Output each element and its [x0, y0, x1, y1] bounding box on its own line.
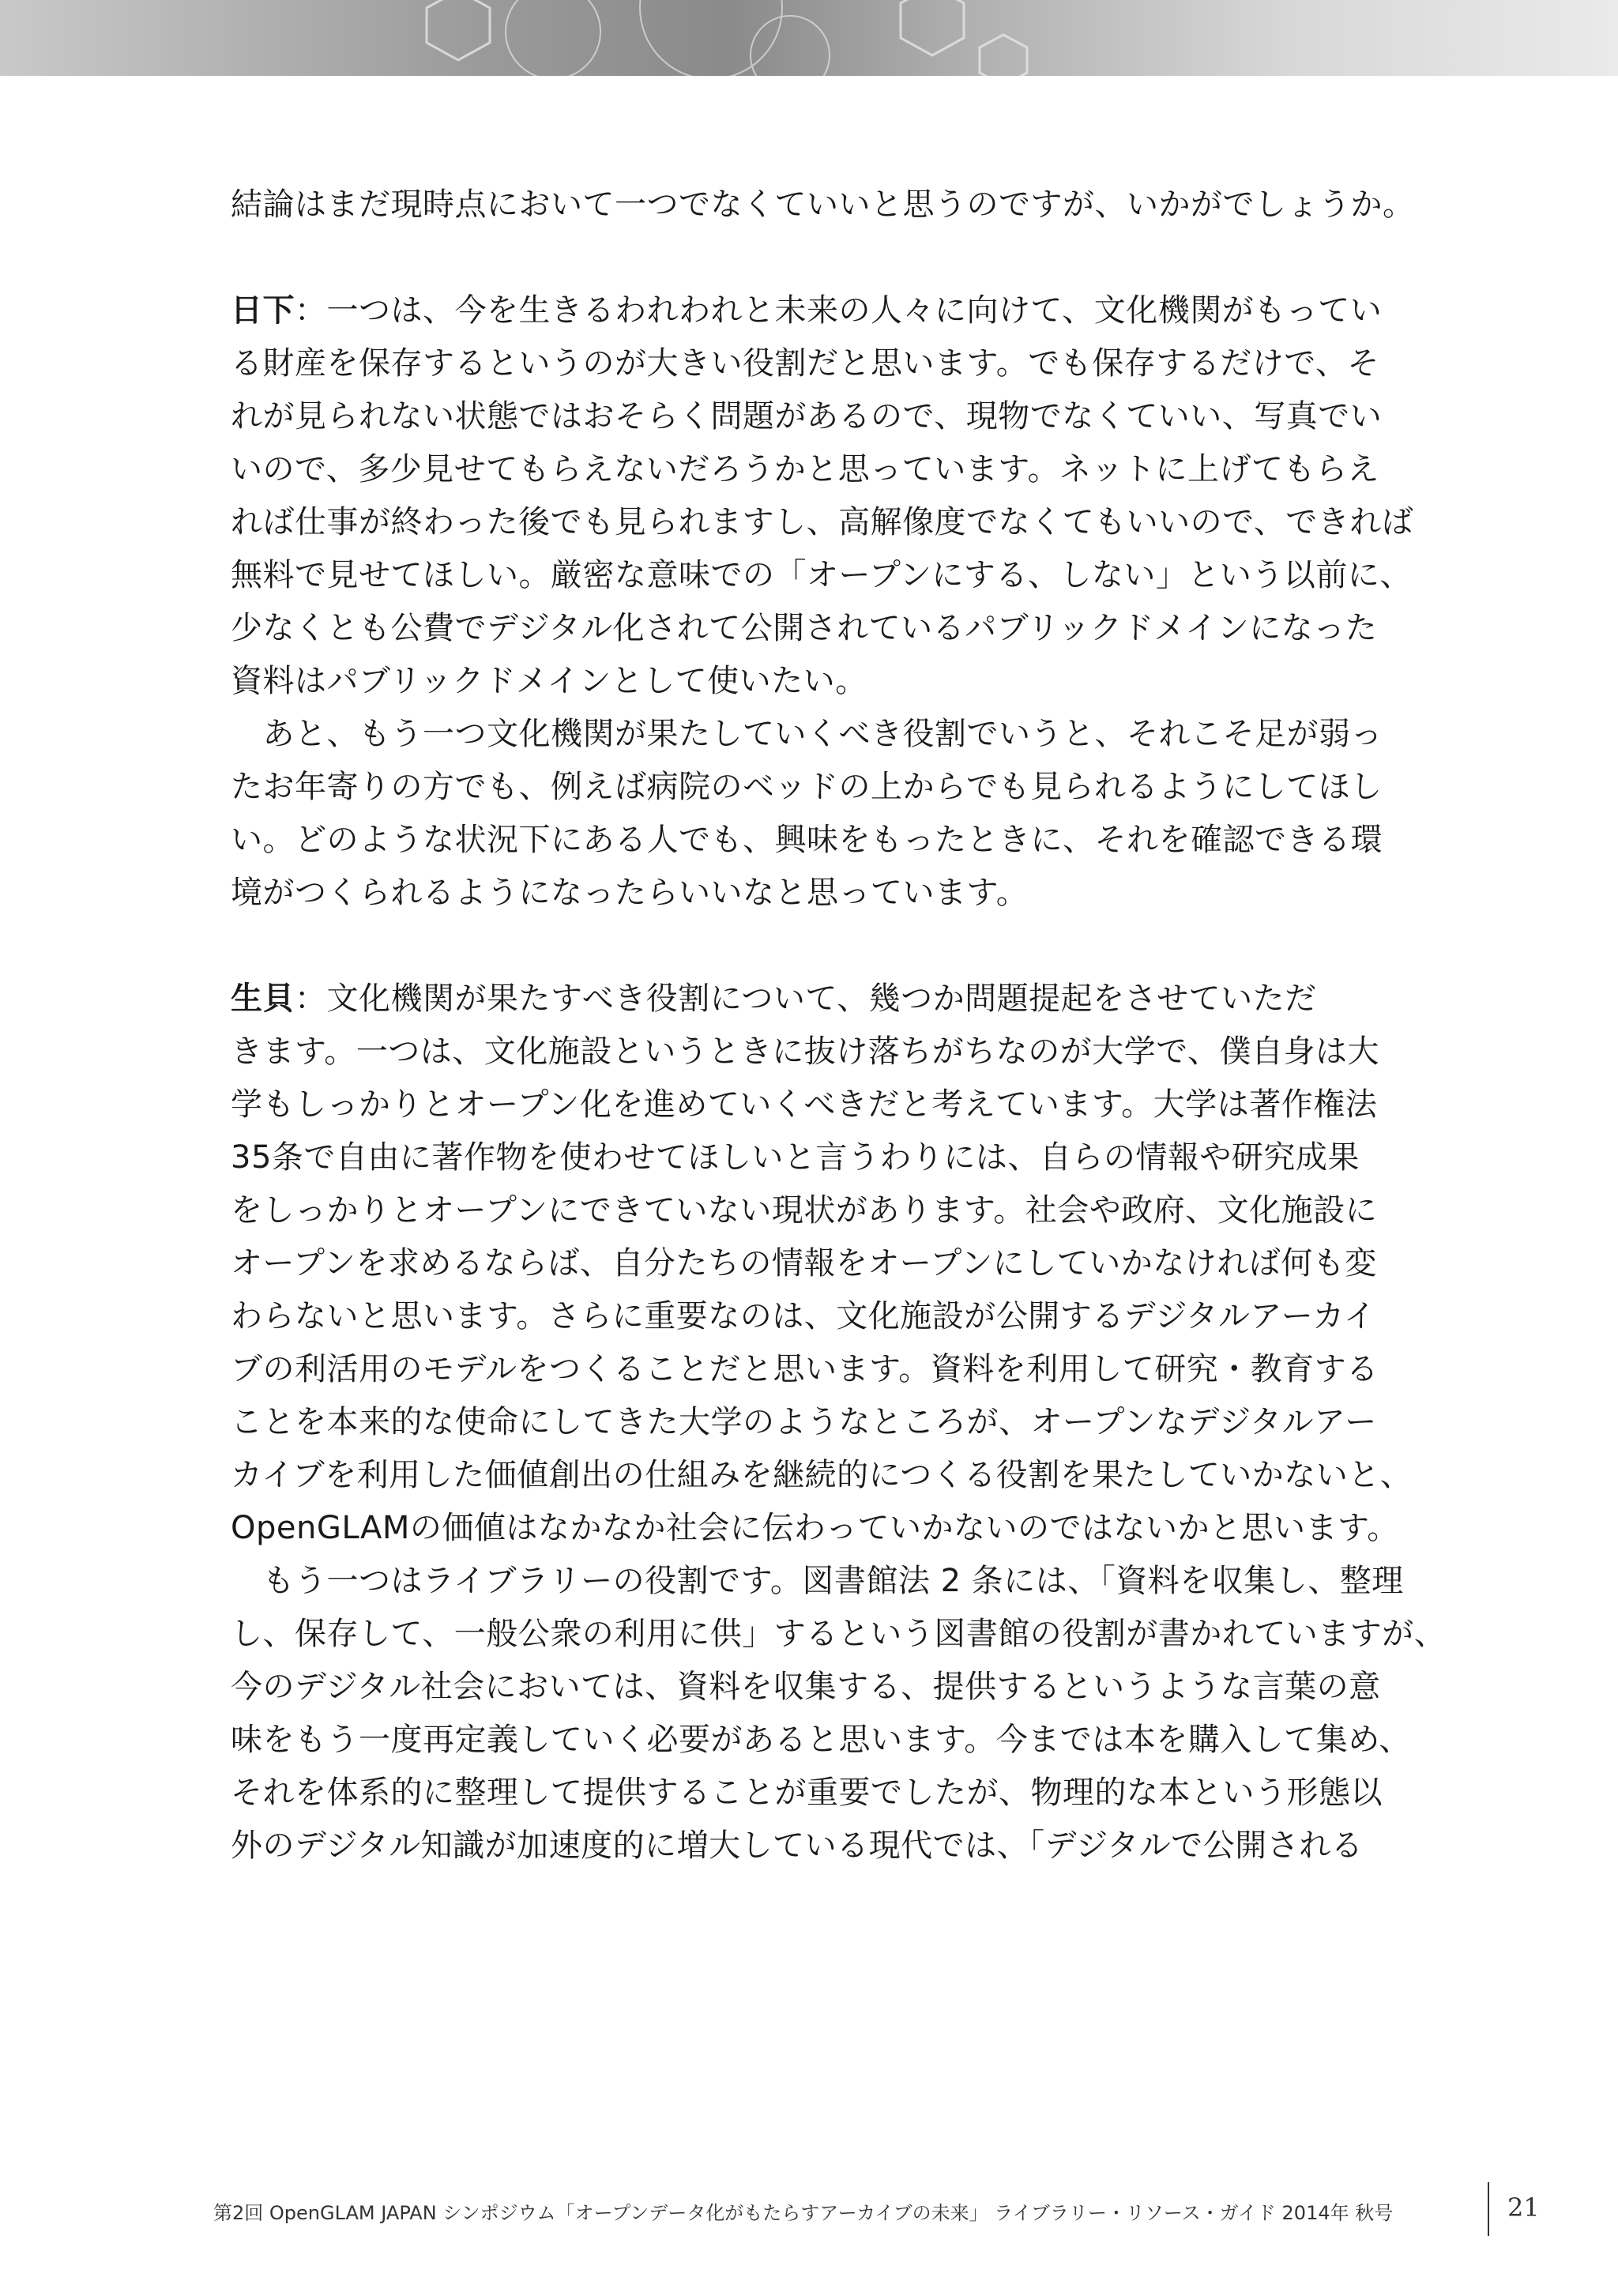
- text-line: オープンを求めるならば、自分たちの情報をオープンにしていかなければ何も変: [231, 1245, 1377, 1282]
- text-line: をしっかりとオープンにできていない現状があります。社会や政府、文化施設に: [231, 1192, 1378, 1229]
- text-line: ブの利活用のモデルをつくることだと思います。資料を利用して研究・教育する: [231, 1351, 1379, 1387]
- text-line: れが見られない状態ではおそらく問題があるので、現物でなくていい、写真でい: [231, 398, 1383, 435]
- hexagon-pattern-decoration: [0, 0, 1618, 76]
- text-line: 無料で見せてほしい。厳密な意味での「オープンにする、しない」という以前に、: [231, 557, 1412, 593]
- text-line: たお年寄りの方でも、例えば病院のベッドの上からでも見られるようにしてほし: [231, 769, 1383, 805]
- text-line: 日下：一つは、今を生きるわれわれと未来の人々に向けて、文化機関がもってい: [231, 292, 1383, 329]
- intro-paragraph: [231, 179, 1432, 231]
- speaker-paragraph-ikegai: [231, 973, 1447, 1873]
- text-line: 味をもう一度再定義していく必要があると思います。今までは本を購入して集め、: [231, 1722, 1411, 1758]
- text-line: カイブを利用した価値創出の仕組みを継続的につくる役割を果たしていかないと、: [231, 1457, 1413, 1493]
- text-line: 学もしっかりとオープン化を進めていくべきだと考えています。大学は著作権法: [231, 1086, 1378, 1123]
- text-line: る財産を保存するというのが大きい役割だと思います。でも保存するだけで、そ: [231, 345, 1379, 382]
- text-line: もう一つはライブラリーの役割です。図書館法 2 条には、「資料を収集し、整理: [231, 1563, 1404, 1599]
- text-line: ことを本来的な使命にしてきた大学のようなところが、オープンなデジタルアー: [231, 1404, 1377, 1440]
- text-line: 境がつくられるようになったらいいなと思っています。: [231, 875, 1029, 911]
- text-line: 外のデジタル知識が加速度的に増大している現代では、「デジタルで公開される: [231, 1827, 1364, 1864]
- text-line: し、保存して、一般公衆の利用に供」するという図書館の役割が書かれていますが、: [231, 1616, 1447, 1652]
- text-line: きます。一つは、文化施設というときに抜け落ちがちなのが大学で、僕自身は大: [231, 1033, 1379, 1070]
- text-line: 生貝：文化機関が果たすべき役割について、幾つか問題提起をさせていただ: [231, 981, 1317, 1017]
- footer-divider: [1488, 2182, 1489, 2236]
- text-line: 今のデジタル社会においては、資料を収集する、提供するというような言葉の意: [231, 1669, 1381, 1705]
- page-number: 21: [1507, 2192, 1540, 2223]
- footer-caption: 第2回 OpenGLAM JAPAN シンポジウム「オープンデータ化がもたらすアーカイブの未来」 ライブラリー・リソース・ガイド 2014年 秋号: [213, 2202, 1394, 2224]
- text-line: OpenGLAMの価値はなかなか社会に伝わっていかないのではないかと思います。: [231, 1510, 1399, 1546]
- speaker-paragraph-kusaka: [231, 284, 1432, 920]
- text-line: 資料はパブリックドメインとして使いたい。: [231, 663, 867, 699]
- speaker-name: 生貝: [231, 981, 295, 1017]
- text-line: い。どのような状況下にある人でも、興味をもったときに、それを確認できる環: [231, 822, 1383, 858]
- text-line: あと、もう一つ文化機関が果たしていくべき役割でいうと、それこそ足が弱っ: [231, 716, 1383, 752]
- text-line: 少なくとも公費でデジタル化されて公開されているパブリックドメインになった: [231, 610, 1378, 646]
- text-line: いので、多少見せてもらえないだろうかと思っています。ネットに上げてもらえ: [231, 451, 1379, 487]
- speaker-name: 日下: [231, 292, 295, 329]
- text-line: わらないと思います。さらに重要なのは、文化施設が公開するデジタルアーカイ: [231, 1298, 1376, 1334]
- text-line: 結論はまだ現時点において一つでなくていいと思うのですが、いかがでしょうか。: [231, 186, 1415, 223]
- text-line: れば仕事が終わった後でも見られますし、高解像度でなくてもいいので、できれば: [231, 504, 1414, 540]
- article-body: [231, 179, 1447, 1873]
- text-line: それを体系的に整理して提供することが重要でしたが、物理的な本という形態以: [231, 1775, 1383, 1811]
- header-decoration: [0, 0, 1618, 76]
- text-line: 35条で自由に著作物を使わせてほしいと言うわりには、自らの情報や研究成果: [231, 1139, 1360, 1176]
